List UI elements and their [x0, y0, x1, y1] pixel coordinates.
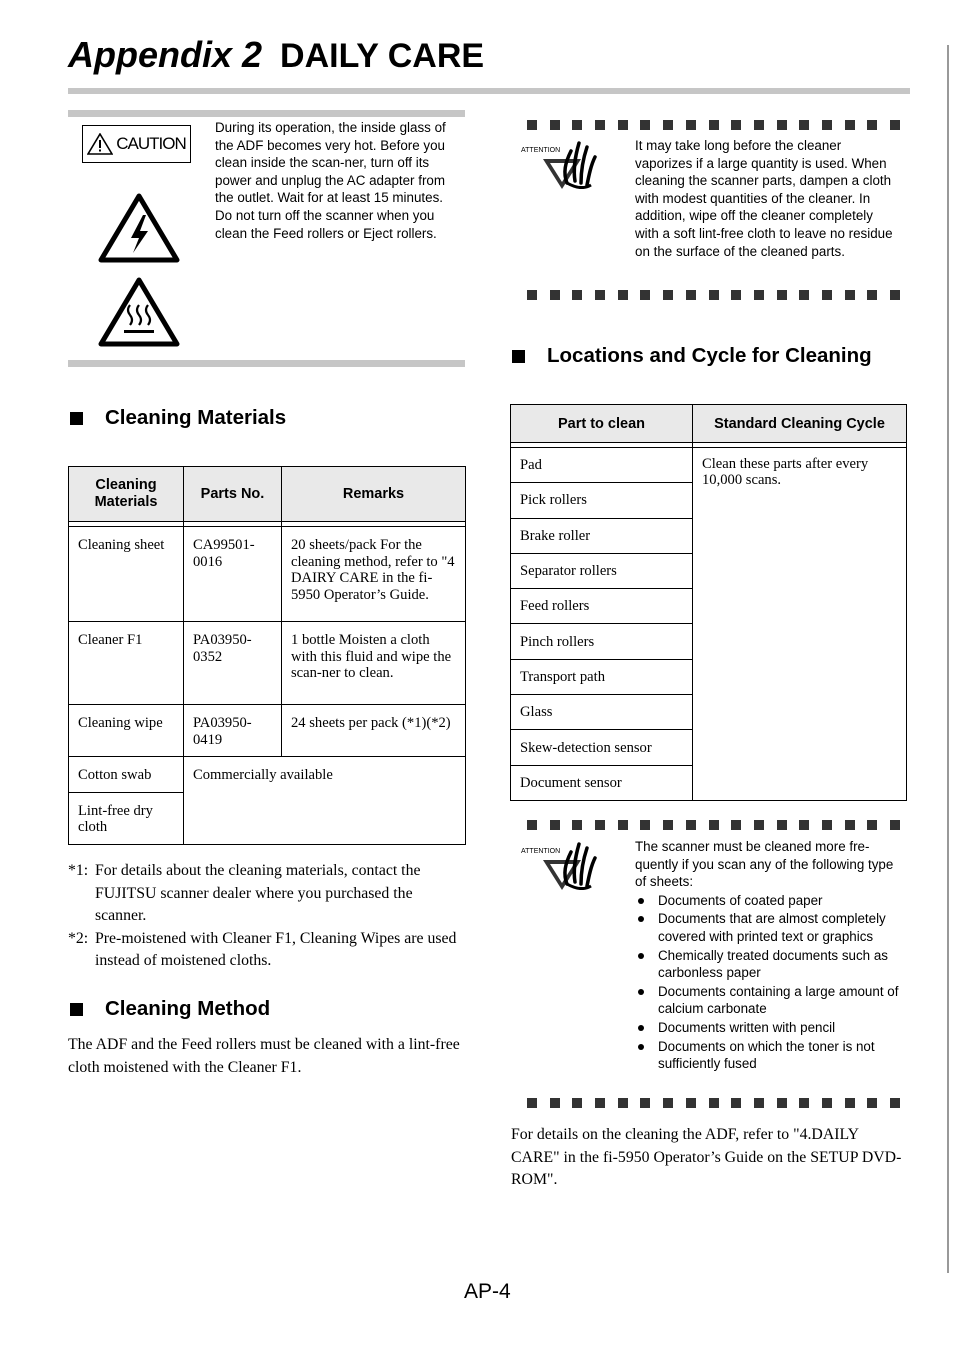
page-title: [68, 34, 484, 76]
material-cell: Cleaning sheet: [69, 527, 184, 622]
remarks-cell: 24 sheets per pack (*1)(*2): [282, 705, 466, 757]
page-number: AP-4: [464, 1280, 511, 1303]
caution-text: During its operation, the inside glass of the ADF becomes very hot. Before you clean inside the scan-ner, turn off its power and unplug the AC adapter from the outlet. Wait for at least 15 minutes. Do not turn off the scanner when you clean the Feed rollers or Eject rollers.: [215, 120, 446, 241]
electric-shock-icon: [98, 193, 180, 263]
locations-table: [510, 404, 907, 801]
hot-surface-icon: [98, 277, 180, 347]
part-no-cell: PA03950-0352: [184, 622, 282, 705]
list-item: Documents containing a large amount of calcium carbonate: [635, 983, 903, 1018]
list-item: Documents on which the toner is not sufficiently fused: [635, 1038, 903, 1073]
part-cell: Brake roller: [511, 518, 693, 553]
part-no-cell: CA99501-0016: [184, 527, 282, 622]
title-text: DAILY CARE: [280, 37, 485, 75]
list-item: Documents written with pencil: [635, 1019, 903, 1037]
cycle-cell: Clean these parts after every 10,000 scans.: [693, 448, 907, 801]
attention-top-dashes: [527, 120, 900, 130]
part-cell: Pad: [511, 448, 693, 483]
column-header: Remarks: [282, 467, 466, 522]
part-cell: Separator rollers: [511, 553, 693, 588]
material-cell: Cleaning wipe: [69, 705, 184, 757]
part-cell: Feed rollers: [511, 589, 693, 624]
cleaning-materials-table: [68, 466, 466, 845]
list-item: Chemically treated documents such as carbonless paper: [635, 947, 903, 982]
cleaning-method-heading: Cleaning Method: [70, 997, 270, 1021]
list-item: Documents of coated paper: [635, 892, 903, 910]
attention-text-2: [635, 838, 903, 1073]
material-cell: Lint-free dry cloth: [69, 792, 184, 844]
column-header: Parts No.: [184, 467, 282, 522]
column-header: Standard Cleaning Cycle: [693, 405, 907, 443]
column-header: Cleaning Materials: [69, 467, 184, 522]
table-row: [69, 527, 466, 622]
table-row: [69, 705, 466, 757]
footer-text: For details on the cleaning the ADF, refer to "4.DAILY CARE" in the fi-5950 Operator’s Guide on the SETUP DVD-ROM".: [511, 1126, 902, 1188]
sheet-type-list: [635, 892, 903, 1073]
remarks-cell: 1 bottle Moisten a cloth with this fluid and wipe the scan-ner to clean.: [282, 622, 466, 705]
attention-bottom-dashes: [527, 290, 900, 300]
attention-text-1: It may take long before the cleaner vaporizes if a large quantity is used. When cleaning the scanner parts, dampen a cloth with modest quantities of the cleaner. In addition, wipe off the cleaner completely with a soft lint-free cloth to leave no residue on the surface of the cleaned parts.: [635, 138, 893, 259]
heading-bullet: [512, 350, 525, 363]
heading-bullet: [70, 1003, 83, 1016]
caution-label-text: CAUTION: [116, 134, 186, 153]
shared-remarks-cell: Commercially available: [184, 757, 466, 845]
table-row: [511, 448, 907, 483]
table-header-row: [69, 467, 466, 522]
part-cell: Pinch rollers: [511, 624, 693, 659]
page-edge-line: [947, 45, 949, 1273]
footnotes: [68, 860, 466, 973]
footnote: *2: Pre-moistened with Cleaner F1, Cleaning Wipes are used instead of moistened cloths.: [68, 929, 457, 969]
table-row: [69, 622, 466, 705]
caution-top-bar: [68, 110, 465, 117]
warning-triangle-icon: [87, 133, 113, 155]
attention-hand-icon: [521, 838, 601, 890]
attention-intro: The scanner must be cleaned more fre-quently if you scan any of the following type of sheets:: [635, 839, 894, 890]
cleaning-materials-heading: Cleaning Materials: [70, 406, 286, 430]
part-no-cell: PA03950-0419: [184, 705, 282, 757]
caution-label: [82, 125, 191, 163]
svg-text:ATTENTION: ATTENTION: [521, 147, 561, 154]
part-cell: Pick rollers: [511, 483, 693, 518]
part-cell: Glass: [511, 695, 693, 730]
title-rule: [68, 88, 910, 94]
material-cell: Cleaner F1: [69, 622, 184, 705]
attention-hand-icon: [521, 137, 601, 189]
list-item: Documents that are almost completely covered with printed text or graphics: [635, 910, 903, 945]
cleaning-method-text: The ADF and the Feed rollers must be cleaned with a lint-free cloth moistened with the Cleaner F1.: [68, 1036, 460, 1076]
heading-bullet: [70, 412, 83, 425]
attention-bottom-dashes: [527, 1098, 900, 1108]
caution-bottom-bar: [68, 360, 465, 367]
attention-top-dashes: [527, 820, 900, 830]
column-header: Part to clean: [511, 405, 693, 443]
locations-heading: Locations and Cycle for Cleaning: [512, 344, 872, 368]
footnote: *1: For details about the cleaning materials, contact the FUJITSU scanner dealer where you purchased the scanner.: [68, 862, 421, 924]
appendix-label: Appendix 2: [68, 34, 263, 75]
part-cell: Transport path: [511, 659, 693, 694]
material-cell: Cotton swab: [69, 757, 184, 793]
table-row: [69, 757, 466, 793]
table-header-row: [511, 405, 907, 443]
svg-text:ATTENTION: ATTENTION: [521, 848, 561, 855]
part-cell: Document sensor: [511, 765, 693, 800]
part-cell: Skew-detection sensor: [511, 730, 693, 765]
remarks-cell: 20 sheets/pack For the cleaning method, refer to "4 DAIRY CARE in the fi-5950 Operator’s Guide.: [282, 527, 466, 622]
